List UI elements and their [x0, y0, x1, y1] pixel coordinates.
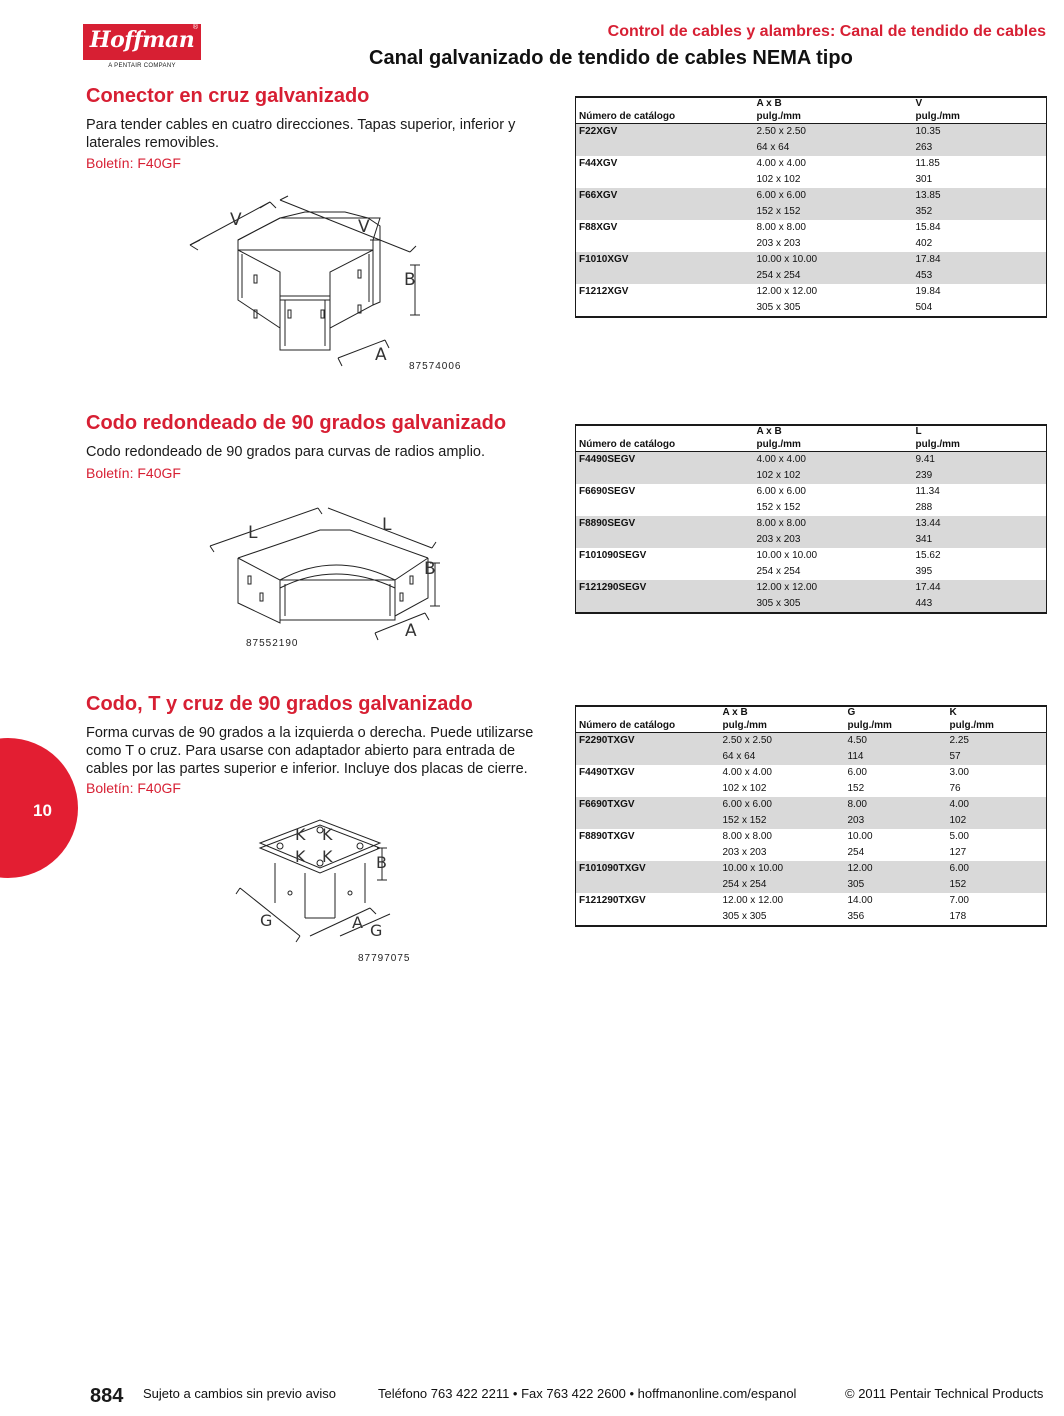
svg-text:K: K: [295, 847, 306, 866]
value-inches: 12.00 x 12.00: [722, 895, 784, 906]
header-category: Control de cables y alambres: Canal de tendido de cables: [607, 23, 1046, 40]
value-mm: 203 x 203: [722, 847, 767, 858]
catalog-spacer: [576, 172, 754, 188]
table-row: [576, 252, 1047, 268]
value-mm: 453: [913, 268, 1047, 284]
value-inches: 9.41: [913, 452, 1047, 469]
table-row: [576, 172, 1047, 188]
value-mm: 239: [913, 468, 1047, 484]
value-inches: 13.44: [913, 516, 1047, 532]
catalog-spacer: [576, 300, 754, 317]
value-mm: 114: [845, 749, 947, 765]
column-header-top: K: [949, 707, 957, 718]
catalog-spacer: [576, 532, 754, 548]
value-inches: 12.00 x 12.00: [754, 580, 913, 596]
catalog-spacer: [576, 468, 754, 484]
svg-text:B: B: [376, 853, 387, 872]
value-inches: 11.34: [915, 486, 940, 497]
value-mm: 254 x 254: [756, 566, 801, 577]
column-header: pulg./mm: [913, 438, 1047, 452]
value-mm: 341: [913, 532, 1047, 548]
catalog-spacer: [576, 596, 754, 613]
catalog-spacer: [576, 813, 720, 829]
catalog-number: F121290TXGV: [579, 895, 646, 906]
table-header-row: [576, 97, 1047, 110]
logo-text: Hoffman: [89, 27, 195, 53]
table-row: [576, 156, 1047, 172]
table-row: [576, 140, 1047, 156]
value-mm: 152 x 152: [720, 813, 845, 829]
value-inches: 17.84: [913, 252, 1047, 268]
table-row: [576, 765, 1047, 781]
table-row: [576, 300, 1047, 317]
column-header: Número de catálogo: [576, 719, 720, 733]
table-row: [576, 452, 1047, 469]
round-elbow-diagram: [200, 488, 460, 653]
svg-text:V: V: [230, 210, 242, 230]
table-row: [576, 516, 1047, 532]
catalog-number: F6690SEGV: [579, 486, 636, 497]
table-row: [576, 204, 1047, 220]
footer-contact: Teléfono 763 422 2211 • Fax 763 422 2600 • hoffmanonline.com/espanol: [378, 1386, 797, 1401]
column-header: pulg./mm: [720, 719, 845, 733]
value-inches: 5.00: [949, 831, 969, 842]
value-inches: 10.35: [913, 124, 1047, 141]
value-mm: 127: [949, 847, 967, 858]
value-mm: 305 x 305: [754, 596, 913, 613]
svg-text:K: K: [322, 847, 333, 866]
value-mm: 305 x 305: [756, 302, 801, 313]
value-inches: 12.00: [845, 861, 947, 877]
value-inches: 8.00 x 8.00: [722, 831, 772, 842]
column-header-top: L: [915, 426, 922, 437]
value-mm: 203: [845, 813, 947, 829]
table-row: [576, 284, 1047, 300]
section-title-elbow-tee-cross: Codo, T y cruz de 90 grados galvanizado: [86, 693, 473, 715]
table-row: [576, 484, 1047, 500]
registered-icon: ®: [192, 24, 198, 31]
value-mm: 254 x 254: [720, 877, 845, 893]
value-inches: 11.85: [915, 158, 940, 169]
catalog-number: F101090TXGV: [576, 861, 720, 877]
table-row: [576, 580, 1047, 596]
table-row: [576, 749, 1047, 765]
catalog-spacer: [576, 845, 720, 861]
column-header-top: A x B: [756, 426, 782, 437]
value-mm: 305: [845, 877, 947, 893]
value-inches: 8.00 x 8.00: [756, 222, 806, 233]
value-mm: 395: [915, 566, 933, 577]
table-header-row: [576, 110, 1047, 124]
catalog-number: F101090SEGV: [579, 550, 647, 561]
value-inches: 4.00 x 4.00: [756, 158, 806, 169]
column-header-top: A x B: [722, 707, 748, 718]
section-title-cross-connector: Conector en cruz galvanizado: [86, 85, 370, 107]
section-description: Codo redondeado de 90 grados para curvas de radios amplio.: [86, 444, 486, 460]
footer-notice: Sujeto a cambios sin previo aviso: [143, 1386, 336, 1401]
catalog-number: F44XGV: [579, 158, 618, 169]
catalog-spacer: [576, 268, 754, 284]
table-row: [576, 877, 1047, 893]
svg-text:G: G: [370, 921, 383, 940]
value-inches: 15.62: [915, 550, 941, 561]
svg-text:L: L: [248, 523, 258, 543]
figure-code: 87552190: [246, 638, 299, 649]
table-row: [576, 236, 1047, 252]
value-mm: 504: [915, 302, 933, 313]
value-inches: 14.00: [847, 895, 873, 906]
table-row: [576, 893, 1047, 909]
spec-table-elbow-tee-cross: [575, 705, 1047, 927]
table-row: [576, 829, 1047, 845]
table-row: [576, 813, 1047, 829]
column-header-top: V: [915, 98, 923, 109]
cross-connector-diagram: [170, 180, 490, 385]
table-row: [576, 500, 1047, 516]
section-tab-number: 10: [33, 801, 52, 820]
value-inches: 15.84: [915, 222, 941, 233]
value-inches: 17.44: [913, 580, 1047, 596]
logo-subtitle: A PENTAIR COMPANY: [108, 63, 176, 69]
value-inches: 7.00: [949, 895, 969, 906]
value-inches: 4.00 x 4.00: [754, 452, 913, 469]
svg-text:A: A: [375, 345, 387, 365]
value-inches: 6.00 x 6.00: [754, 188, 913, 204]
table-row: [576, 548, 1047, 564]
column-header: pulg./mm: [845, 719, 947, 733]
svg-text:K: K: [295, 825, 306, 844]
column-header: pulg./mm: [754, 110, 913, 124]
value-mm: 102 x 102: [722, 783, 767, 794]
bulletin-link[interactable]: Boletín: F40GF: [86, 465, 181, 481]
table-row: [576, 909, 1047, 926]
value-mm: 402: [915, 238, 933, 249]
value-mm: 76: [949, 783, 961, 794]
catalog-number: F121290SEGV: [576, 580, 754, 596]
section-description: Forma curvas de 90 grados a la izquierda o derecha. Puede utilizarse como T o cruz. Para usarse con adaptador abierto para entrada de cables por las partes superior e inferior. Incluye dos placas de cierre.: [86, 725, 534, 777]
catalog-spacer: [576, 909, 720, 926]
value-inches: 4.00: [947, 797, 1047, 813]
section-description: Para tender cables en cuatro direcciones. Tapas superior, inferior y laterales removibles.: [86, 117, 516, 151]
value-inches: 6.00 x 6.00: [720, 797, 845, 813]
value-mm: 64 x 64: [720, 749, 845, 765]
footer-copyright: © 2011 Pentair Technical Products: [845, 1386, 1044, 1401]
table-header-row: [576, 425, 1047, 438]
svg-text:A: A: [352, 913, 363, 932]
value-mm: 356: [847, 911, 865, 922]
catalog-spacer: [576, 236, 754, 252]
catalog-spacer: [576, 749, 720, 765]
column-header: Número de catálogo: [576, 438, 754, 452]
value-mm: 57: [947, 749, 1047, 765]
value-inches: 6.00 x 6.00: [756, 486, 806, 497]
value-inches: 3.00: [949, 767, 969, 778]
table-row: [576, 220, 1047, 236]
value-mm: 203 x 203: [756, 238, 801, 249]
svg-text:L: L: [382, 515, 392, 535]
value-inches: 10.00 x 10.00: [754, 252, 913, 268]
catalog-spacer: [576, 500, 754, 516]
table-row: [576, 845, 1047, 861]
value-inches: 8.00 x 8.00: [754, 516, 913, 532]
value-inches: 4.50: [845, 733, 947, 750]
table-row: [576, 781, 1047, 797]
catalog-spacer: [576, 204, 754, 220]
column-header: pulg./mm: [754, 438, 913, 452]
table-row: [576, 188, 1047, 204]
column-header-top: A x B: [756, 98, 782, 109]
value-mm: 254: [847, 847, 865, 858]
value-inches: 4.00 x 4.00: [722, 767, 772, 778]
value-mm: 288: [915, 502, 933, 513]
value-mm: 152: [947, 877, 1047, 893]
bulletin-link[interactable]: Boletín: F40GF: [86, 780, 181, 796]
value-mm: 203 x 203: [754, 532, 913, 548]
table-row: [576, 733, 1047, 750]
value-mm: 102 x 102: [756, 174, 801, 185]
catalog-number: F4490TXGV: [579, 767, 635, 778]
catalog-number: F8890SEGV: [576, 516, 754, 532]
table-header-row: [576, 438, 1047, 452]
value-mm: 102 x 102: [754, 468, 913, 484]
value-mm: 263: [913, 140, 1047, 156]
bulletin-link[interactable]: Boletín: F40GF: [86, 155, 181, 171]
table-row: [576, 532, 1047, 548]
value-inches: 10.00: [847, 831, 873, 842]
value-mm: 305 x 305: [722, 911, 767, 922]
page-number: 884: [90, 1385, 124, 1407]
svg-text:V: V: [358, 217, 370, 237]
value-inches: 6.00: [847, 767, 867, 778]
column-header-top: G: [847, 707, 856, 718]
value-inches: 6.00: [947, 861, 1047, 877]
catalog-spacer: [576, 877, 720, 893]
value-inches: 2.25: [947, 733, 1047, 750]
value-mm: 102: [947, 813, 1047, 829]
table-row: [576, 861, 1047, 877]
catalog-number: F1010XGV: [576, 252, 754, 268]
value-inches: 10.00 x 10.00: [756, 550, 818, 561]
svg-text:B: B: [404, 270, 416, 290]
catalog-spacer: [576, 781, 720, 797]
value-inches: 13.85: [913, 188, 1047, 204]
value-inches: 8.00: [845, 797, 947, 813]
table-header-row: [576, 719, 1047, 733]
catalog-number: F2290TXGV: [576, 733, 720, 750]
column-header-top: [576, 97, 754, 110]
table-row: [576, 268, 1047, 284]
value-mm: 301: [915, 174, 933, 185]
catalog-number: F88XGV: [579, 222, 618, 233]
value-mm: 178: [949, 911, 967, 922]
column-header: pulg./mm: [913, 110, 1047, 124]
catalog-number: F1212XGV: [579, 286, 629, 297]
table-row: [576, 797, 1047, 813]
section-title-round-elbow: Codo redondeado de 90 grados galvanizado: [86, 412, 507, 434]
svg-text:G: G: [260, 911, 273, 930]
value-mm: 64 x 64: [754, 140, 913, 156]
svg-text:A: A: [405, 621, 417, 641]
value-inches: 12.00 x 12.00: [756, 286, 818, 297]
column-header-top: [576, 425, 754, 438]
catalog-number: F66XGV: [576, 188, 754, 204]
elbow-tee-cross-diagram: [230, 808, 405, 953]
value-mm: 443: [913, 596, 1047, 613]
value-inches: 2.50 x 2.50: [754, 124, 913, 141]
catalog-spacer: [576, 140, 754, 156]
spec-table-round-elbow: [575, 424, 1047, 614]
svg-text:K: K: [322, 825, 333, 844]
catalog-number: F22XGV: [576, 124, 754, 141]
column-header: Número de catálogo: [576, 110, 754, 124]
table-row: [576, 596, 1047, 613]
svg-text:B: B: [424, 559, 436, 579]
table-row: [576, 564, 1047, 580]
catalog-number: F8890TXGV: [579, 831, 635, 842]
figure-code: 87797075: [358, 953, 411, 964]
column-header-top: [576, 706, 720, 719]
hoffman-logo: [83, 24, 201, 60]
table-row: [576, 468, 1047, 484]
catalog-number: F4490SEGV: [576, 452, 754, 469]
column-header: pulg./mm: [947, 719, 1047, 733]
spec-table-cross-connector: [575, 96, 1047, 318]
catalog-number: F6690TXGV: [576, 797, 720, 813]
page-title: Canal galvanizado de tendido de cables NEMA tipo: [369, 47, 853, 69]
table-header-row: [576, 706, 1047, 719]
value-mm: 152 x 152: [754, 204, 913, 220]
value-mm: 254 x 254: [754, 268, 913, 284]
table-row: [576, 124, 1047, 141]
value-inches: 10.00 x 10.00: [720, 861, 845, 877]
value-mm: 152 x 152: [756, 502, 801, 513]
value-inches: 2.50 x 2.50: [720, 733, 845, 750]
value-inches: 19.84: [915, 286, 941, 297]
value-mm: 352: [913, 204, 1047, 220]
figure-code: 87574006: [409, 361, 462, 372]
value-mm: 152: [847, 783, 865, 794]
catalog-spacer: [576, 564, 754, 580]
